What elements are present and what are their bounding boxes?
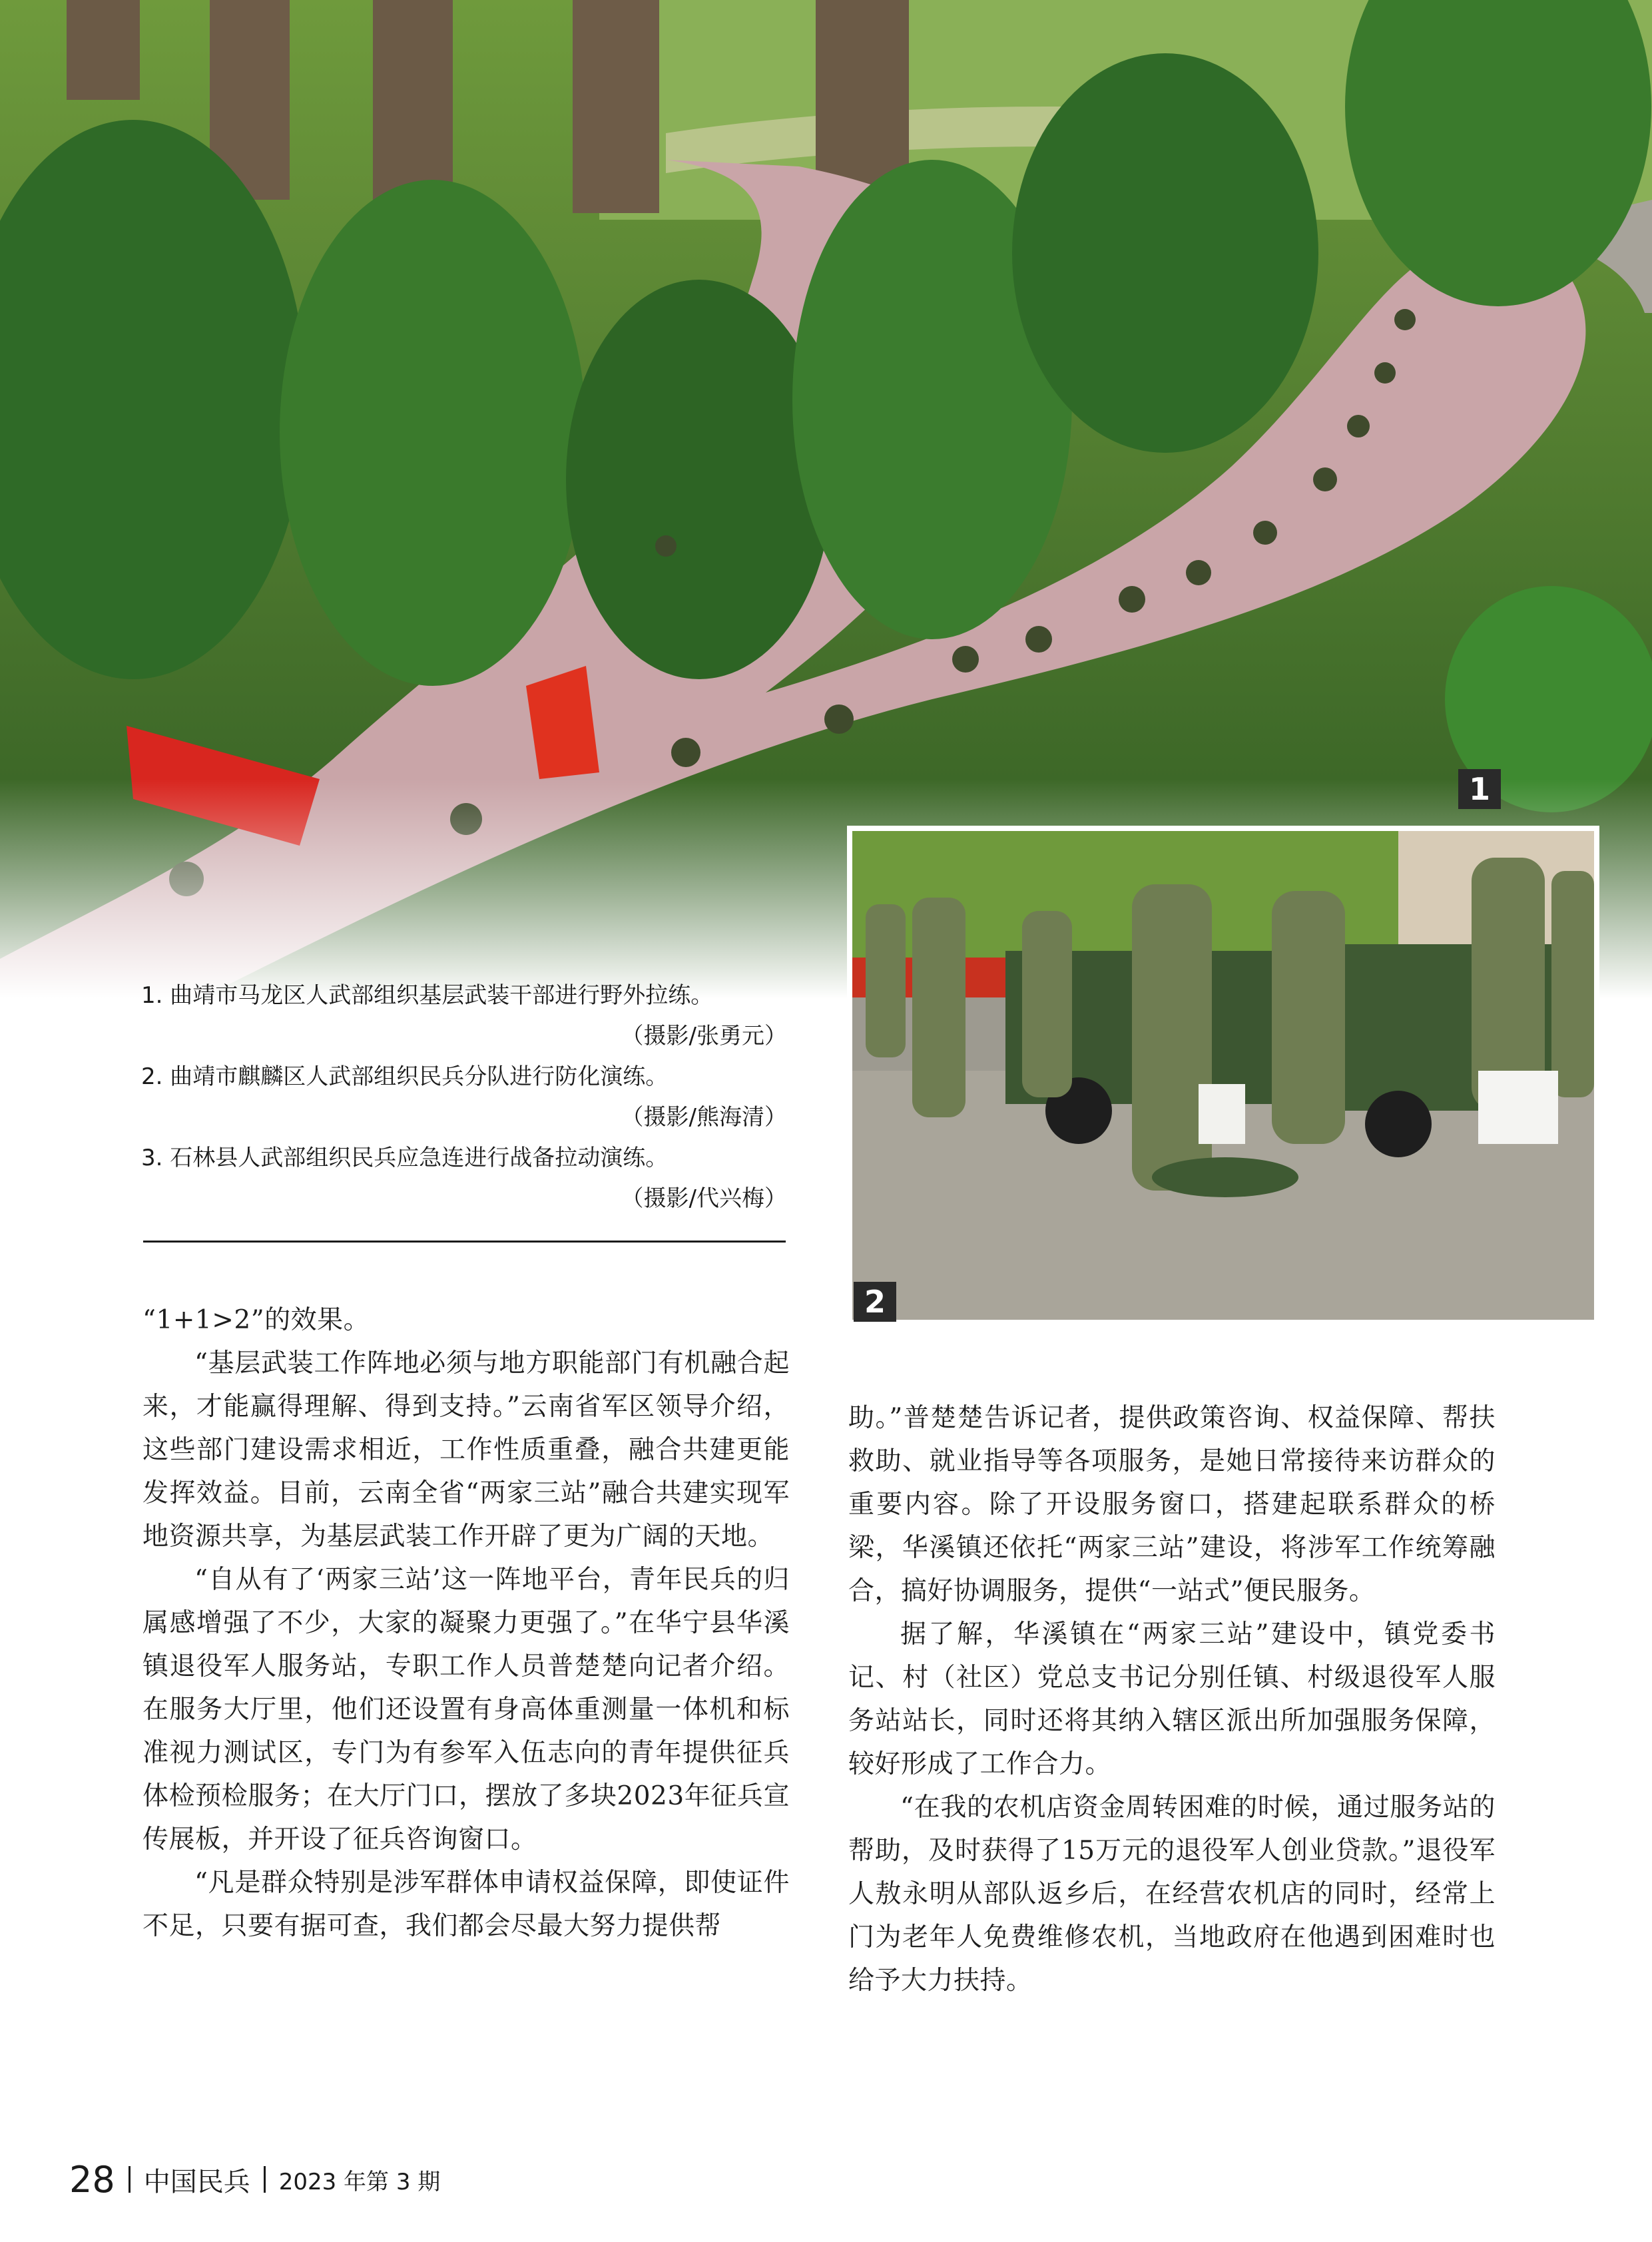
paragraph: “在我的农机店资金周转困难的时候，通过服务站的帮助，及时获得了15万元的退役军人创业贷款。”退役军人敖永明从部队返乡后，在经营农机店的同时，经常上门为老年人免费维修农机，当地政府在他遇到困难时也给予大力扶持。 [848,1793,1496,1996]
photo-captions [141,976,794,1219]
article-column-right [848,1396,1496,2002]
paragraph: “凡是群众特别是涉军群体申请权益保障，即使证件不足，只要有据可查，我们都会尽最大努力提供帮 [142,1868,790,1941]
caption-text: 3. 石林县人武部组织民兵应急连进行战备拉动演练。 [141,1145,669,1171]
magazine-name: 中国民兵 [143,2166,250,2197]
footer-divider [129,2166,131,2193]
page-number: 28 [69,2158,115,2201]
caption-credit: （摄影/熊海清） [621,1104,787,1131]
page-footer [69,2156,440,2203]
paragraph: “自从有了‘两家三站’这一阵地平台，青年民兵的归属感增强了不少，大家的凝聚力更强了。”在华宁县华溪镇退役军人服务站，专职工作人员普楚楚向记者介绍。在服务大厅里，他们还设置有身高体重测量一体机和标准视力测试区，专门为有参军入伍志向的青年提供征兵体检预检服务；在大厅门口，摆放了多块2023年征兵宣传展板，并开设了征兵咨询窗口。 [142,1565,790,1854]
footer-divider [264,2166,266,2193]
issue-label: 2023 年第 3 期 [278,2168,441,2195]
caption-divider [143,1241,786,1243]
caption-credit: （摄影/张勇元） [621,1023,787,1049]
paragraph: “基层武装工作阵地必须与地方职能部门有机融合起来，才能赢得理解、得到支持。”云南省军区领导介绍，这些部门建设需求相近，工作性质重叠，融合共建更能发挥效益。目前，云南全省“两家三站”融合共建实现军地资源共享，为基层武装工作开辟了更为广阔的天地。 [142,1348,790,1551]
caption-text: 2. 曲靖市麒麟区人武部组织民兵分队进行防化演练。 [141,1063,669,1090]
paragraph: 助。”普楚楚告诉记者，提供政策咨询、权益保障、帮扶救助、就业指导等各项服务，是她日常接待来访群众的重要内容。除了开设服务窗口，搭建起联系群众的桥梁，华溪镇还依托“两家三站”建设，将涉军工作统筹融合，搞好协调服务，提供“一站式”便民服务。 [848,1403,1496,1606]
caption-credit: （摄影/代兴梅） [621,1185,787,1212]
photo-chemical-drill [847,826,1599,1325]
paragraph: 据了解，华溪镇在“两家三站”建设中，镇党委书记、村（社区）党总支书记分别任镇、村级退役军人服务站站长，同时还将其纳入辖区派出所加强服务保障，较好形成了工作合力。 [848,1619,1496,1779]
photo-number-badge: 2 [854,1282,896,1322]
article-column-left [142,1298,790,1948]
caption-text: 1. 曲靖市马龙区人武部组织基层武装干部进行野外拉练。 [141,982,714,1009]
photo-number-badge: 1 [1458,769,1501,809]
paragraph: “1+1>2”的效果。 [142,1305,370,1335]
